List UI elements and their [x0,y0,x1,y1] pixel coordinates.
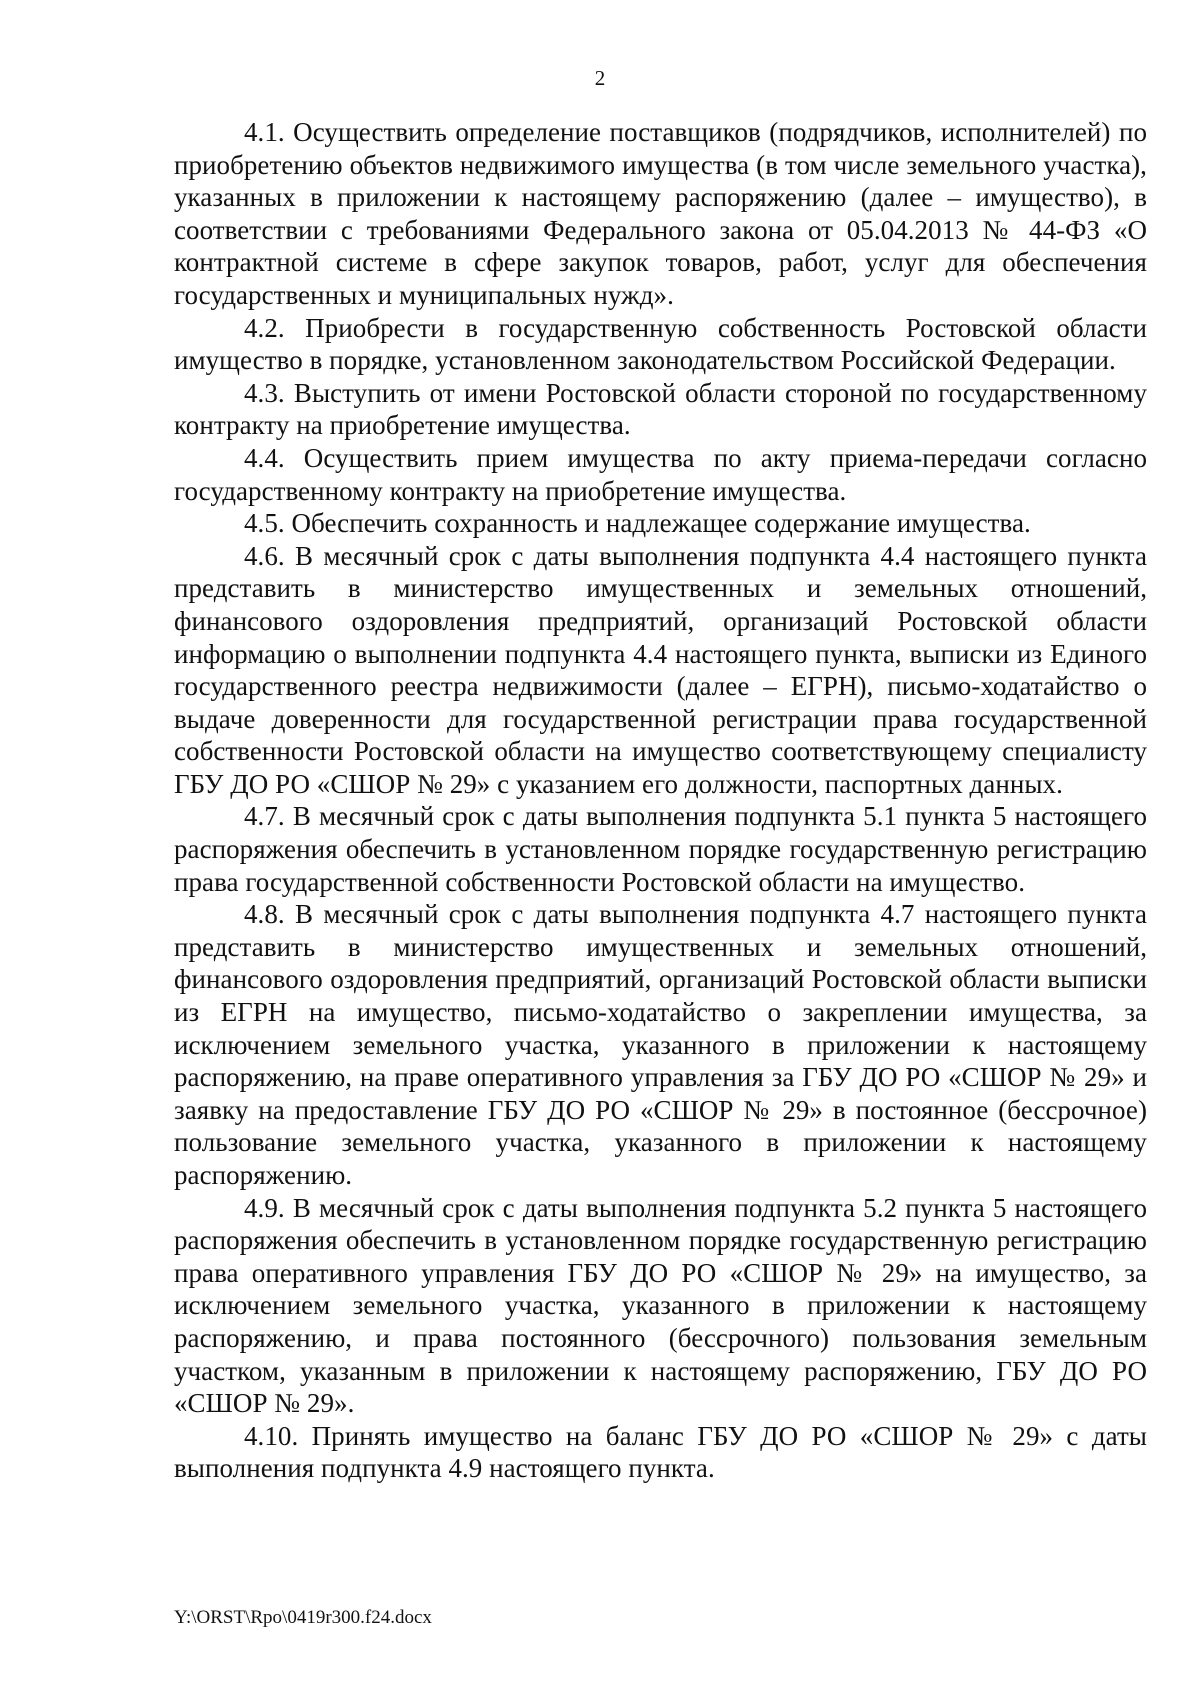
document-body [174,116,1147,1485]
file-path-footer: Y:\ORST\Rpo\0419r300.f24.docx [174,1607,432,1628]
page-number: 2 [594,66,606,90]
paragraph-4-4: 4.4. Осуществить прием имущества по акту приема-передачи согласно государственному контракту на приобретение имущества. [174,442,1147,506]
paragraph-4-7: 4.7. В месячный срок с даты выполнения подпункта 5.1 пункта 5 настоящего распоряжения обеспечить в установленном порядке государственную регистрацию права государственной собственности Ростовской области на имущество. [174,801,1147,897]
paragraph-4-6: 4.6. В месячный срок с даты выполнения подпункта 4.4 настоящего пункта представить в министерство имущественных и земельных отношений, финансового оздоровления предприятий, организаций Ростовской области информацию о выполнении подпункта 4.4 настоящего пункта, выписки из Единого государственного реестра недвижимости (далее – ЕГРН), письмо-ходатайство о выдаче доверенности для государственной регистрации права государственной собственности Ростовской области на имущество соответствующему специалисту ГБУ ДО РО «СШОР № 29» с указанием его должности, паспортных данных. [174,540,1147,799]
paragraph-4-8: 4.8. В месячный срок с даты выполнения подпункта 4.7 настоящего пункта представить в министерство имущественных и земельных отношений, финансового оздоровления предприятий, организаций Ростовской области выписки из ЕГРН на имущество, письмо-ходатайство о закреплении имущества, за исключением земельного участка, указанного в приложении к настоящему распоряжению, на праве оперативного управления за ГБУ ДО РО «СШОР № 29» и заявку на предоставление ГБУ ДО РО «СШОР № 29» в постоянное (бессрочное) пользование земельного участка, указанного в приложении к настоящему распоряжению. [174,899,1147,1190]
paragraph-4-3: 4.3. Выступить от имени Ростовской области стороной по государственному контракту на приобретение имущества. [174,377,1147,441]
paragraph-4-10: 4.10. Принять имущество на баланс ГБУ ДО РО «СШОР № 29» с даты выполнения подпункта 4.9 настоящего пункта. [174,1420,1147,1484]
paragraph-4-2: 4.2. Приобрести в государственную собственность Ростовской области имущество в порядке, установленном законодательством Российской Федерации. [174,312,1147,376]
paragraph-4-9: 4.9. В месячный срок с даты выполнения подпункта 5.2 пункта 5 настоящего распоряжения обеспечить в установленном порядке государственную регистрацию права оперативного управления ГБУ ДО РО «СШОР № 29» на имущество, за исключением земельного участка, указанного в приложении к настоящему распоряжению, и права постоянного (бессрочного) пользования земельным участком, указанным в приложении к настоящему распоряжению, ГБУ ДО РО «СШОР № 29». [174,1192,1147,1419]
paragraph-4-1: 4.1. Осуществить определение поставщиков (подрядчиков, исполнителей) по приобретению объектов недвижимого имущества (в том числе земельного участка), указанных в приложении к настоящему распоряжению (далее – имущество), в соответствии с требованиями Федерального закона от 05.04.2013 № 44-ФЗ «О контрактной системе в сфере закупок товаров, работ, услуг для обеспечения государственных и муниципальных нужд». [174,117,1147,310]
paragraph-4-5: 4.5. Обеспечить сохранность и надлежащее содержание имущества. [244,508,1031,539]
